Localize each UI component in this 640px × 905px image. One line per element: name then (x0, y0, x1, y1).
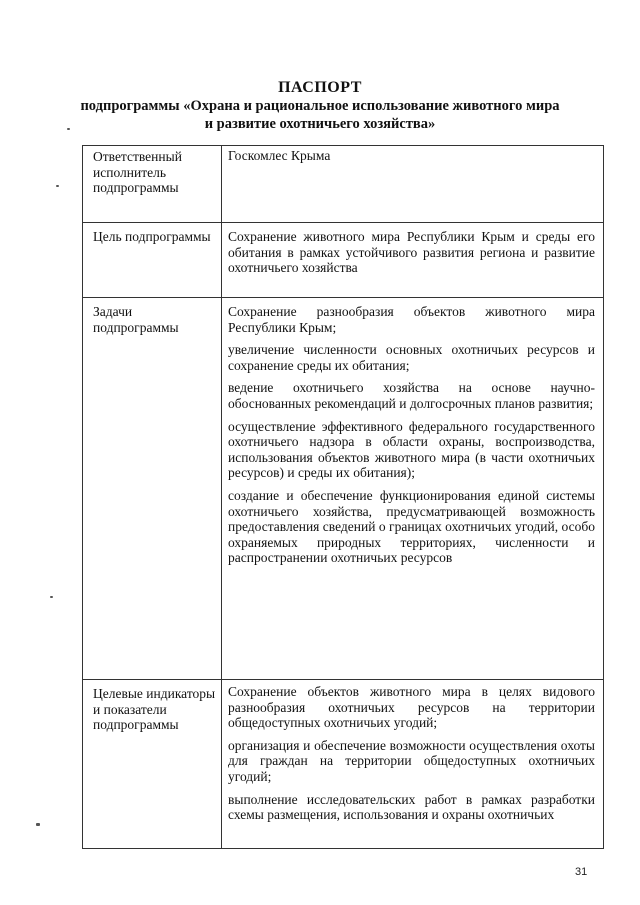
indicators-label: Целевые индикаторы и показатели подпрограммы (83, 680, 222, 849)
indicator-item: Сохранение объектов животного мира в целях видового разнообразия охотничьих ресурсов на территории общедоступных охотничьих угодий; (228, 684, 595, 731)
goal-label: Цель подпрограммы (83, 223, 222, 298)
indicator-item: организация и обеспечение возможности осуществления охоты для граждан на территории общедоступных охотничьих угодий; (228, 737, 595, 784)
responsible-value: Госкомлес Крыма (228, 148, 331, 163)
responsible-value-cell (222, 146, 604, 223)
task-item: создание и обеспечение функционирования единой системы охотничьего хозяйства, предусматривающей возможность предоставления сведений о границах охотничьих угодий, особо охраняемых природных территориях, численности и распространении охотничьих ресурсов (228, 487, 595, 566)
document-title: ПАСПОРТ (278, 79, 362, 96)
task-item: увеличение численности основных охотничьих ресурсов и сохранение среды их обитания; (228, 342, 595, 373)
document-subtitle-line-2: и развитие охотничьего хозяйства» (204, 116, 436, 132)
scan-speck (50, 596, 53, 598)
tasks-label: Задачи подпрограммы (83, 298, 222, 680)
scan-speck (67, 128, 70, 130)
table-row-responsible (83, 146, 604, 223)
table-row-goal (83, 223, 604, 298)
document-subtitle-line-1: подпрограммы «Охрана и рациональное использование животного мира (80, 98, 560, 114)
table-row-tasks (83, 298, 604, 680)
task-item: осуществление эффективного федерального государственного охотничьего надзора в области охраны, воспроизводства, использования объектов животного мира (в части охотничьих ресурсов) и среды их обитания); (228, 418, 595, 481)
page-number: 31 (575, 866, 588, 878)
tasks-value-cell (222, 298, 604, 680)
task-item: ведение охотничьего хозяйства на основе научно-обоснованных рекомендаций и долгосрочных планов развития; (228, 380, 595, 411)
responsible-label: Ответственный исполнитель подпрограммы (83, 146, 222, 223)
scan-speck (56, 185, 59, 187)
indicators-value-cell (222, 680, 604, 849)
passport-table (82, 145, 604, 849)
table-row-indicators (83, 680, 604, 849)
indicator-item: выполнение исследовательских работ в рамках разработки схемы размещения, использования и охраны охотничьих (228, 791, 595, 823)
goal-value-cell (222, 223, 604, 298)
task-item: Сохранение разнообразия объектов животного мира Республики Крым; (228, 304, 595, 335)
goal-value: Сохранение животного мира Республики Крым и среды его обитания в рамках устойчивого развития региона и развитие охотничьего хозяйства (228, 229, 595, 276)
scan-speck (36, 823, 40, 826)
